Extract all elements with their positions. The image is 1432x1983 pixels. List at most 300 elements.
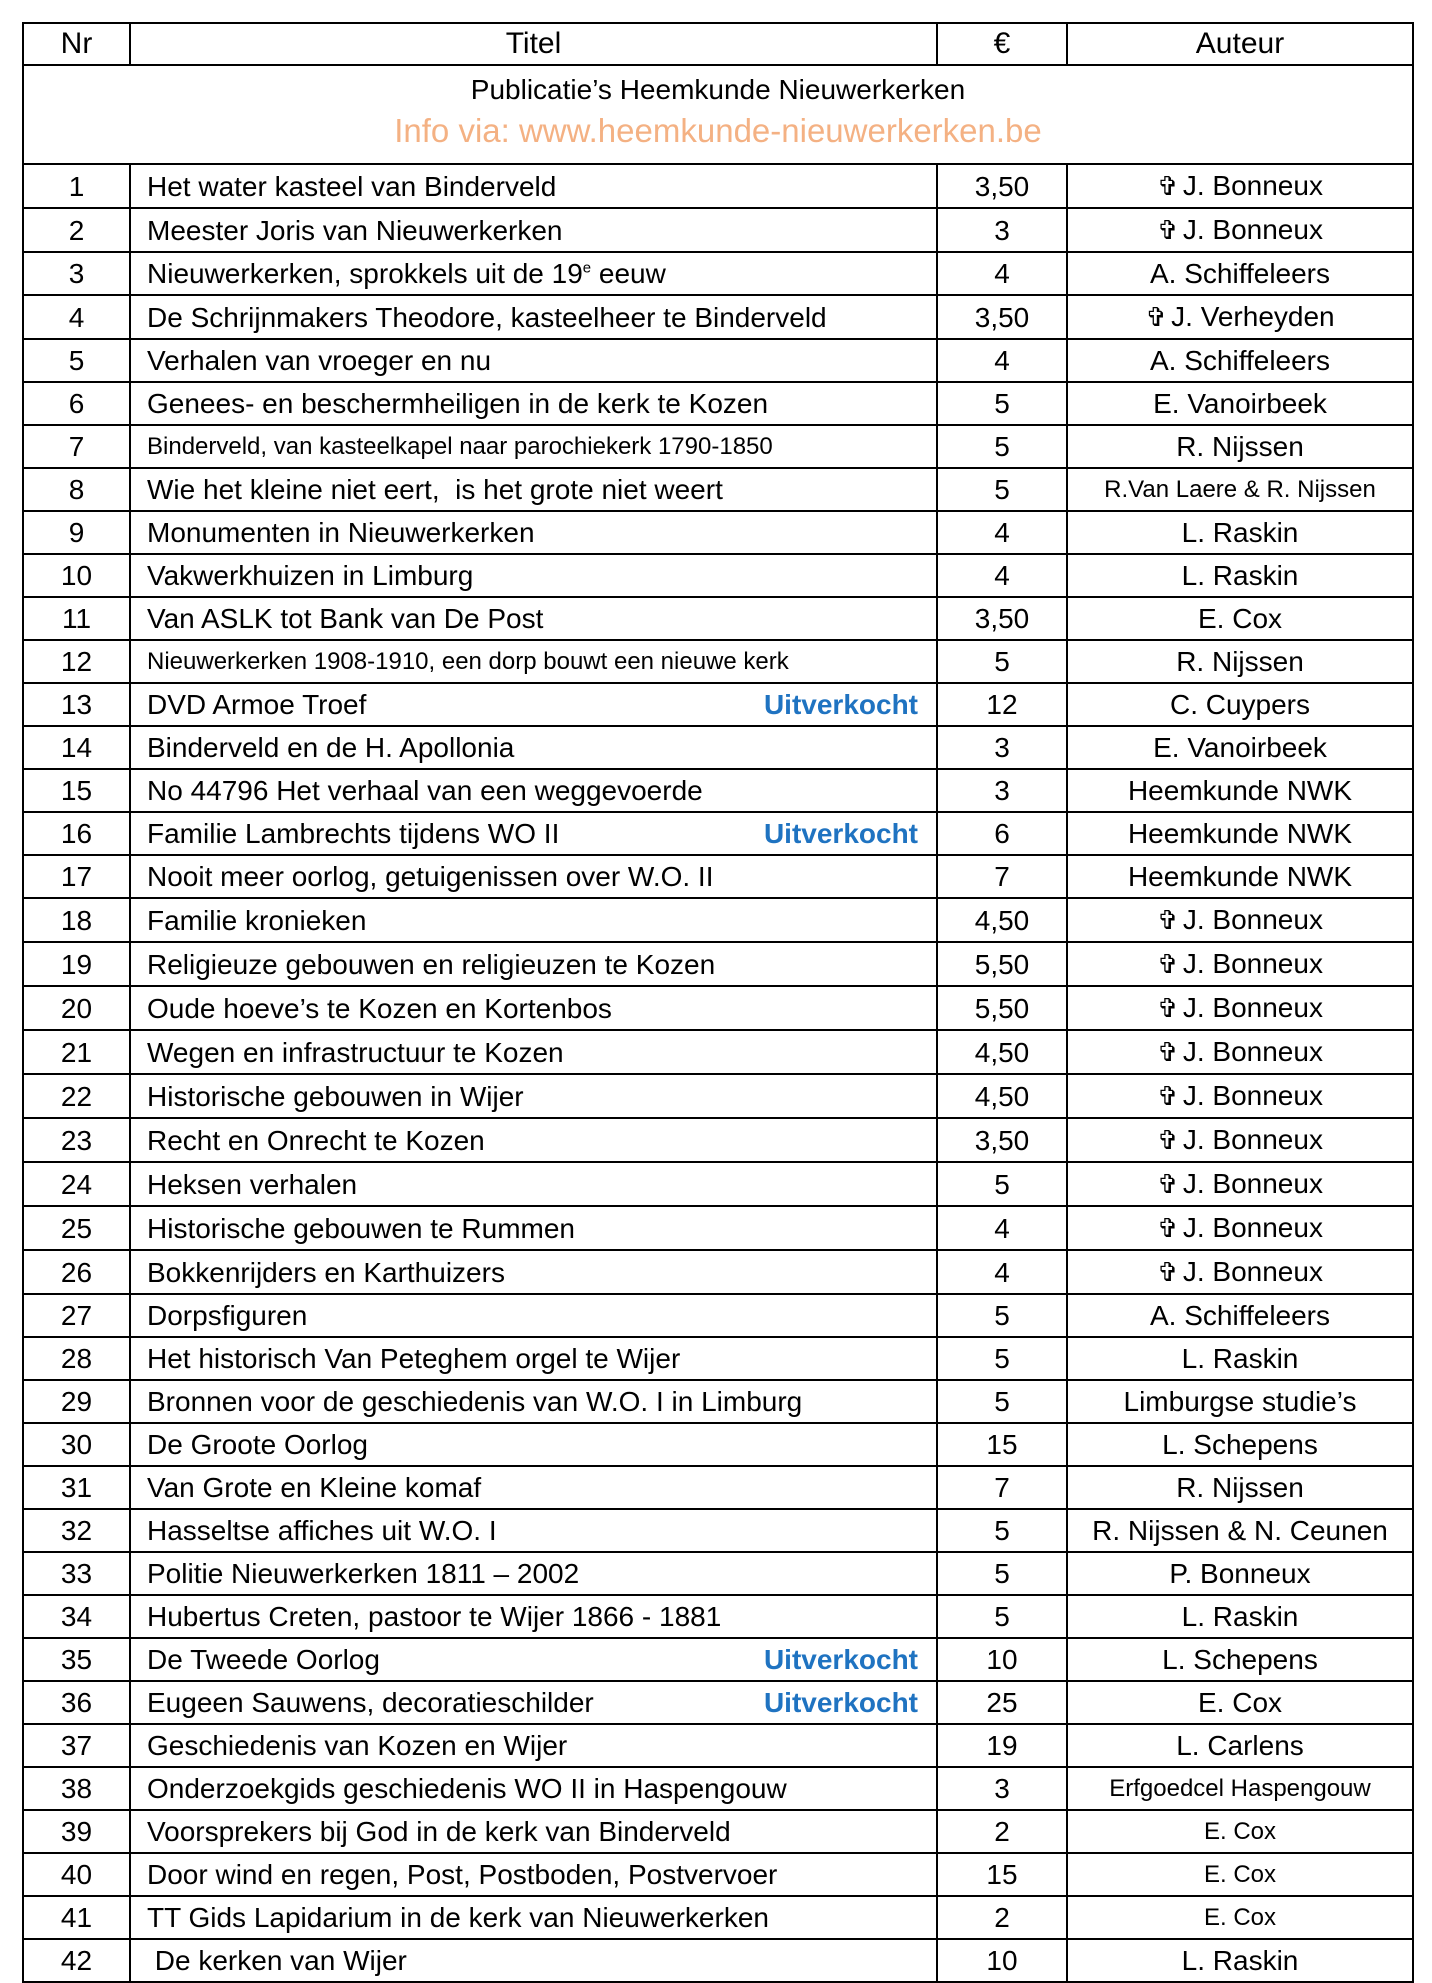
auteur-text: J. Bonneux [1182, 1080, 1323, 1111]
row-prijs: 3 [937, 769, 1067, 812]
titel-text: Van ASLK tot Bank van De Post [147, 603, 544, 634]
row-prijs: 4 [937, 339, 1067, 382]
row-prijs: 5 [937, 1509, 1067, 1552]
row-auteur [1067, 855, 1413, 898]
table-row [23, 1638, 1413, 1681]
titel-text: Wie het kleine niet eert, is het grote niet weert [147, 474, 723, 505]
row-prijs: 4 [937, 511, 1067, 554]
cross-icon: ✞ [1157, 1257, 1179, 1287]
row-auteur [1067, 898, 1413, 942]
auteur-text: J. Bonneux [1182, 1036, 1323, 1067]
titel-text: Historische gebouwen te Rummen [147, 1212, 575, 1244]
row-titel [130, 769, 937, 812]
titel-text: Bronnen voor de geschiedenis van W.O. I in Limburg [147, 1386, 803, 1417]
row-number: 32 [23, 1509, 130, 1552]
sold-out-badge: Uitverkocht [763, 818, 918, 849]
row-number: 23 [23, 1118, 130, 1162]
auteur-text: E. Cox [1197, 1687, 1283, 1718]
auteur-text: E. Cox [1203, 1861, 1277, 1888]
row-number: 41 [23, 1896, 130, 1939]
auteur-text: E. Cox [1203, 1904, 1277, 1931]
row-number: 31 [23, 1466, 130, 1509]
sold-out-badge: Uitverkocht [763, 689, 918, 720]
row-auteur [1067, 382, 1413, 425]
row-auteur [1067, 1206, 1413, 1250]
titel-text: Verhalen van vroeger en nu [147, 345, 492, 376]
auteur-text: A. Schiffeleers [1149, 1300, 1331, 1331]
table-row [23, 1810, 1413, 1853]
column-header-prijs: € [937, 23, 1067, 65]
row-number: 3 [23, 252, 130, 295]
table-row [23, 425, 1413, 468]
cross-icon: ✞ [1157, 949, 1179, 979]
row-auteur [1067, 1509, 1413, 1552]
row-titel [130, 1162, 937, 1206]
row-number: 4 [23, 295, 130, 339]
auteur-text: E. Vanoirbeek [1153, 732, 1327, 763]
table-row [23, 683, 1413, 726]
header-row [23, 65, 1413, 164]
row-prijs: 4,50 [937, 898, 1067, 942]
cross-icon: ✞ [1157, 1081, 1179, 1111]
row-number: 1 [23, 164, 130, 208]
cross-icon: ✞ [1157, 905, 1179, 935]
table-row [23, 511, 1413, 554]
table-row [23, 164, 1413, 208]
table-row [23, 1509, 1413, 1552]
table-row [23, 1294, 1413, 1337]
titel-text: De kerken van Wijer [147, 1945, 407, 1976]
row-prijs: 4,50 [937, 1074, 1067, 1118]
row-prijs: 3 [937, 208, 1067, 252]
titel-text: Onderzoekgids geschiedenis WO II in Haspengouw [147, 1773, 787, 1804]
row-titel [130, 208, 937, 252]
auteur-text: J. Bonneux [1182, 1168, 1323, 1199]
titel-text: Hubertus Creten, pastoor te Wijer 1866 - 1881 [147, 1601, 722, 1632]
row-auteur [1067, 425, 1413, 468]
auteur-text: L. Carlens [1176, 1730, 1304, 1761]
row-prijs: 2 [937, 1810, 1067, 1853]
row-auteur [1067, 1466, 1413, 1509]
auteur-text: R. Nijssen & N. Ceunen [1092, 1515, 1388, 1546]
auteur-text: J. Bonneux [1182, 904, 1323, 935]
row-prijs: 5 [937, 1337, 1067, 1380]
row-auteur [1067, 554, 1413, 597]
auteur-text: R. Nijssen [1176, 431, 1304, 462]
auteur-text: A. Schiffeleers [1149, 258, 1331, 289]
row-number: 28 [23, 1337, 130, 1380]
row-titel [130, 511, 937, 554]
cross-icon: ✞ [1145, 302, 1168, 332]
table-row [23, 898, 1413, 942]
row-number: 17 [23, 855, 130, 898]
row-titel [130, 986, 937, 1030]
auteur-text: R. Nijssen [1176, 646, 1304, 677]
table-row [23, 1681, 1413, 1724]
table-row [23, 1206, 1413, 1250]
row-number: 11 [23, 597, 130, 640]
row-number: 22 [23, 1074, 130, 1118]
column-header-nr: Nr [23, 23, 130, 65]
row-number: 35 [23, 1638, 130, 1681]
row-number: 13 [23, 683, 130, 726]
table-row [23, 769, 1413, 812]
table-row [23, 726, 1413, 769]
row-prijs: 5 [937, 1595, 1067, 1638]
auteur-text: J. Bonneux [1182, 1124, 1323, 1155]
table-row [23, 554, 1413, 597]
table-row [23, 1074, 1413, 1118]
row-prijs: 12 [937, 683, 1067, 726]
auteur-text: J. Bonneux [1182, 170, 1323, 201]
table-row [23, 1162, 1413, 1206]
row-titel [130, 252, 937, 295]
row-titel [130, 164, 937, 208]
row-prijs: 5 [937, 468, 1067, 511]
table-row [23, 942, 1413, 986]
row-titel [130, 1939, 937, 1982]
auteur-text: E. Cox [1197, 603, 1283, 634]
page-title: Publicatie’s Heemkunde Nieuwerkerken [470, 74, 966, 105]
table-row [23, 597, 1413, 640]
row-titel [130, 855, 937, 898]
row-titel [130, 597, 937, 640]
row-prijs: 4 [937, 1250, 1067, 1294]
row-number: 42 [23, 1939, 130, 1982]
row-titel [130, 1638, 937, 1681]
titel-text: Hasseltse affiches uit W.O. I [147, 1515, 497, 1546]
row-number: 30 [23, 1423, 130, 1466]
row-prijs: 3,50 [937, 295, 1067, 339]
table-row [23, 1423, 1413, 1466]
row-number: 29 [23, 1380, 130, 1423]
titel-text: No 44796 Het verhaal van een weggevoerde [147, 775, 703, 806]
row-prijs: 3 [937, 1767, 1067, 1810]
row-auteur [1067, 1074, 1413, 1118]
auteur-text: A. Schiffeleers [1149, 345, 1331, 376]
auteur-text: P. Bonneux [1169, 1558, 1311, 1589]
row-titel [130, 382, 937, 425]
row-auteur [1067, 1810, 1413, 1853]
table-row [23, 252, 1413, 295]
row-auteur [1067, 511, 1413, 554]
auteur-text: L. Raskin [1181, 1601, 1299, 1632]
row-auteur [1067, 1724, 1413, 1767]
row-auteur [1067, 1423, 1413, 1466]
row-prijs: 4,50 [937, 1030, 1067, 1074]
row-auteur [1067, 812, 1413, 855]
auteur-text: Heemkunde NWK [1127, 775, 1353, 806]
row-number: 34 [23, 1595, 130, 1638]
row-titel [130, 1853, 937, 1896]
row-number: 15 [23, 769, 130, 812]
row-auteur [1067, 597, 1413, 640]
row-titel [130, 1509, 937, 1552]
row-auteur [1067, 1380, 1413, 1423]
publications-table [22, 22, 1414, 1983]
titel-text: Nooit meer oorlog, getuigenissen over W.O. II [147, 861, 714, 892]
row-prijs: 5,50 [937, 942, 1067, 986]
row-prijs: 5 [937, 382, 1067, 425]
row-prijs: 5 [937, 425, 1067, 468]
row-number: 26 [23, 1250, 130, 1294]
cross-icon: ✞ [1157, 1213, 1179, 1243]
table-row [23, 1250, 1413, 1294]
row-number: 12 [23, 640, 130, 683]
titel-text: Bokkenrijders en Karthuizers [147, 1256, 505, 1288]
titel-text: TT Gids Lapidarium in de kerk van Nieuwerkerken [147, 1902, 769, 1933]
row-prijs: 4 [937, 252, 1067, 295]
table-body [23, 164, 1413, 1982]
row-titel [130, 1681, 937, 1724]
row-titel [130, 1206, 937, 1250]
cross-icon: ✞ [1157, 1037, 1179, 1067]
titel-superscript: e [582, 259, 592, 277]
sold-out-badge: Uitverkocht [763, 1644, 918, 1675]
cross-icon: ✞ [1157, 171, 1179, 201]
titel-text: Vakwerkhuizen in Limburg [147, 560, 474, 591]
header-cell [23, 65, 1413, 164]
table-row [23, 1118, 1413, 1162]
row-auteur [1067, 1896, 1413, 1939]
auteur-text: L. Raskin [1181, 1343, 1299, 1374]
row-titel [130, 1294, 937, 1337]
table-row [23, 339, 1413, 382]
row-prijs: 5 [937, 640, 1067, 683]
table-row [23, 1939, 1413, 1982]
row-titel [130, 1423, 937, 1466]
titel-text: Nieuwerkerken 1908-1910, een dorp bouwt een nieuwe kerk [147, 648, 789, 675]
row-prijs: 3 [937, 726, 1067, 769]
row-titel [130, 1810, 937, 1853]
row-number: 39 [23, 1810, 130, 1853]
titel-text: Religieuze gebouwen en religieuzen te Kozen [147, 948, 716, 980]
row-number: 20 [23, 986, 130, 1030]
titel-text: Binderveld, van kasteelkapel naar parochiekerk 1790-1850 [147, 433, 773, 460]
row-titel [130, 1250, 937, 1294]
auteur-text: J. Bonneux [1182, 214, 1323, 245]
row-auteur [1067, 1595, 1413, 1638]
titel-text: Geschiedenis van Kozen en Wijer [147, 1730, 568, 1761]
row-auteur [1067, 1767, 1413, 1810]
row-number: 18 [23, 898, 130, 942]
row-prijs: 10 [937, 1939, 1067, 1982]
row-auteur [1067, 1118, 1413, 1162]
row-number: 38 [23, 1767, 130, 1810]
row-number: 2 [23, 208, 130, 252]
row-titel [130, 468, 937, 511]
row-titel [130, 1466, 937, 1509]
auteur-text: E. Vanoirbeek [1153, 388, 1327, 419]
row-auteur [1067, 1939, 1413, 1982]
row-titel [130, 1380, 937, 1423]
row-number: 40 [23, 1853, 130, 1896]
auteur-text: L. Schepens [1162, 1644, 1318, 1675]
row-titel [130, 683, 937, 726]
column-header-auteur: Auteur [1067, 23, 1413, 65]
titel-text: Recht en Onrecht te Kozen [147, 1124, 485, 1156]
titel-text: Wegen en infrastructuur te Kozen [147, 1036, 564, 1068]
row-titel [130, 425, 937, 468]
auteur-text: C. Cuypers [1169, 689, 1311, 720]
row-titel [130, 1896, 937, 1939]
titel-text: Familie kronieken [147, 904, 367, 936]
row-auteur [1067, 339, 1413, 382]
row-auteur [1067, 683, 1413, 726]
table-row [23, 855, 1413, 898]
auteur-text: R.Van Laere & R. Nijssen [1104, 476, 1376, 503]
row-number: 6 [23, 382, 130, 425]
table-row [23, 295, 1413, 339]
auteur-text: E. Cox [1203, 1818, 1277, 1845]
table-row [23, 1337, 1413, 1380]
row-auteur [1067, 164, 1413, 208]
cross-icon: ✞ [1157, 215, 1179, 245]
row-prijs: 2 [937, 1896, 1067, 1939]
row-titel [130, 554, 937, 597]
row-auteur [1067, 295, 1413, 339]
row-titel [130, 898, 937, 942]
row-number: 16 [23, 812, 130, 855]
auteur-text: Heemkunde NWK [1127, 818, 1353, 849]
row-titel [130, 726, 937, 769]
row-titel [130, 339, 937, 382]
titel-text: Eugeen Sauwens, decoratieschilder [147, 1687, 594, 1718]
auteur-text: J. Bonneux [1182, 992, 1323, 1023]
titel-text: Voorsprekers bij God in de kerk van Binderveld [147, 1816, 731, 1847]
row-number: 5 [23, 339, 130, 382]
sold-out-badge: Uitverkocht [763, 1687, 918, 1718]
titel-text: De Groote Oorlog [147, 1429, 368, 1460]
table-row [23, 468, 1413, 511]
auteur-text: L. Raskin [1181, 560, 1299, 591]
row-auteur [1067, 252, 1413, 295]
row-titel [130, 1030, 937, 1074]
table-row [23, 1853, 1413, 1896]
auteur-text: J. Verheyden [1171, 301, 1335, 332]
row-titel [130, 1724, 937, 1767]
row-prijs: 5 [937, 1552, 1067, 1595]
row-auteur [1067, 208, 1413, 252]
auteur-text: L. Schepens [1162, 1429, 1318, 1460]
cross-icon: ✞ [1157, 1169, 1179, 1199]
row-prijs: 3,50 [937, 164, 1067, 208]
row-auteur [1067, 1337, 1413, 1380]
auteur-text: Erfgoedcel Haspengouw [1109, 1775, 1371, 1802]
row-number: 27 [23, 1294, 130, 1337]
row-auteur [1067, 942, 1413, 986]
table-row [23, 1380, 1413, 1423]
titel-text: Historische gebouwen in Wijer [147, 1080, 524, 1112]
row-titel [130, 812, 937, 855]
titel-text: Politie Nieuwerkerken 1811 – 2002 [147, 1558, 580, 1589]
titel-text: Genees- en beschermheiligen in de kerk te Kozen [147, 388, 769, 419]
row-number: 9 [23, 511, 130, 554]
table-row [23, 1595, 1413, 1638]
row-prijs: 19 [937, 1724, 1067, 1767]
row-number: 19 [23, 942, 130, 986]
row-prijs: 25 [937, 1681, 1067, 1724]
cross-icon: ✞ [1157, 1125, 1179, 1155]
table-row [23, 1896, 1413, 1939]
row-auteur [1067, 1250, 1413, 1294]
auteur-text: Heemkunde NWK [1127, 861, 1353, 892]
titel-text: Het water kasteel van Binderveld [147, 170, 557, 202]
row-prijs: 4 [937, 554, 1067, 597]
row-prijs: 7 [937, 1466, 1067, 1509]
row-prijs: 5 [937, 1294, 1067, 1337]
row-titel [130, 1767, 937, 1810]
titel-text: Monumenten in Nieuwerkerken [147, 517, 535, 548]
info-link[interactable]: Info via: www.heemkunde-nieuwerkerken.be [394, 112, 1042, 149]
table-row [23, 812, 1413, 855]
auteur-text: J. Bonneux [1182, 1212, 1323, 1243]
titel-text: Door wind en regen, Post, Postboden, Postvervoer [147, 1859, 778, 1890]
row-titel [130, 1595, 937, 1638]
row-prijs: 7 [937, 855, 1067, 898]
row-prijs: 4 [937, 1206, 1067, 1250]
table-row [23, 382, 1413, 425]
row-auteur [1067, 1853, 1413, 1896]
row-number: 14 [23, 726, 130, 769]
auteur-text: J. Bonneux [1182, 948, 1323, 979]
row-number: 33 [23, 1552, 130, 1595]
table-row [23, 1466, 1413, 1509]
row-titel [130, 1118, 937, 1162]
titel-text: Dorpsfiguren [147, 1300, 308, 1331]
row-prijs: 3,50 [937, 1118, 1067, 1162]
row-number: 21 [23, 1030, 130, 1074]
row-number: 25 [23, 1206, 130, 1250]
titel-text: De Tweede Oorlog [147, 1644, 380, 1675]
row-number: 8 [23, 468, 130, 511]
titel-text: Nieuwerkerken, sprokkels uit de 19 [147, 258, 583, 289]
auteur-text: J. Bonneux [1182, 1256, 1323, 1287]
row-auteur [1067, 769, 1413, 812]
titel-text: Binderveld en de H. Apollonia [147, 732, 515, 763]
row-auteur [1067, 640, 1413, 683]
table-row [23, 208, 1413, 252]
row-prijs: 5 [937, 1380, 1067, 1423]
row-titel [130, 1552, 937, 1595]
row-auteur [1067, 726, 1413, 769]
row-prijs: 6 [937, 812, 1067, 855]
column-header-row [23, 23, 1413, 65]
row-number: 36 [23, 1681, 130, 1724]
auteur-text: Limburgse studie’s [1123, 1386, 1357, 1417]
row-number: 37 [23, 1724, 130, 1767]
row-number: 7 [23, 425, 130, 468]
row-titel [130, 1074, 937, 1118]
titel-text: Familie Lambrechts tijdens WO II [147, 818, 560, 849]
row-auteur [1067, 1552, 1413, 1595]
titel-text: Heksen verhalen [147, 1168, 358, 1200]
auteur-text: R. Nijssen [1176, 1472, 1304, 1503]
column-header-titel: Titel [130, 23, 937, 65]
row-prijs: 15 [937, 1853, 1067, 1896]
row-number: 10 [23, 554, 130, 597]
titel-text: De Schrijnmakers Theodore, kasteelheer te Binderveld [147, 301, 827, 333]
row-auteur [1067, 468, 1413, 511]
table-row [23, 1030, 1413, 1074]
table-row [23, 1724, 1413, 1767]
row-titel [130, 1337, 937, 1380]
auteur-text: L. Raskin [1181, 517, 1299, 548]
row-auteur [1067, 1162, 1413, 1206]
row-prijs: 5,50 [937, 986, 1067, 1030]
table-row [23, 640, 1413, 683]
row-auteur [1067, 1638, 1413, 1681]
